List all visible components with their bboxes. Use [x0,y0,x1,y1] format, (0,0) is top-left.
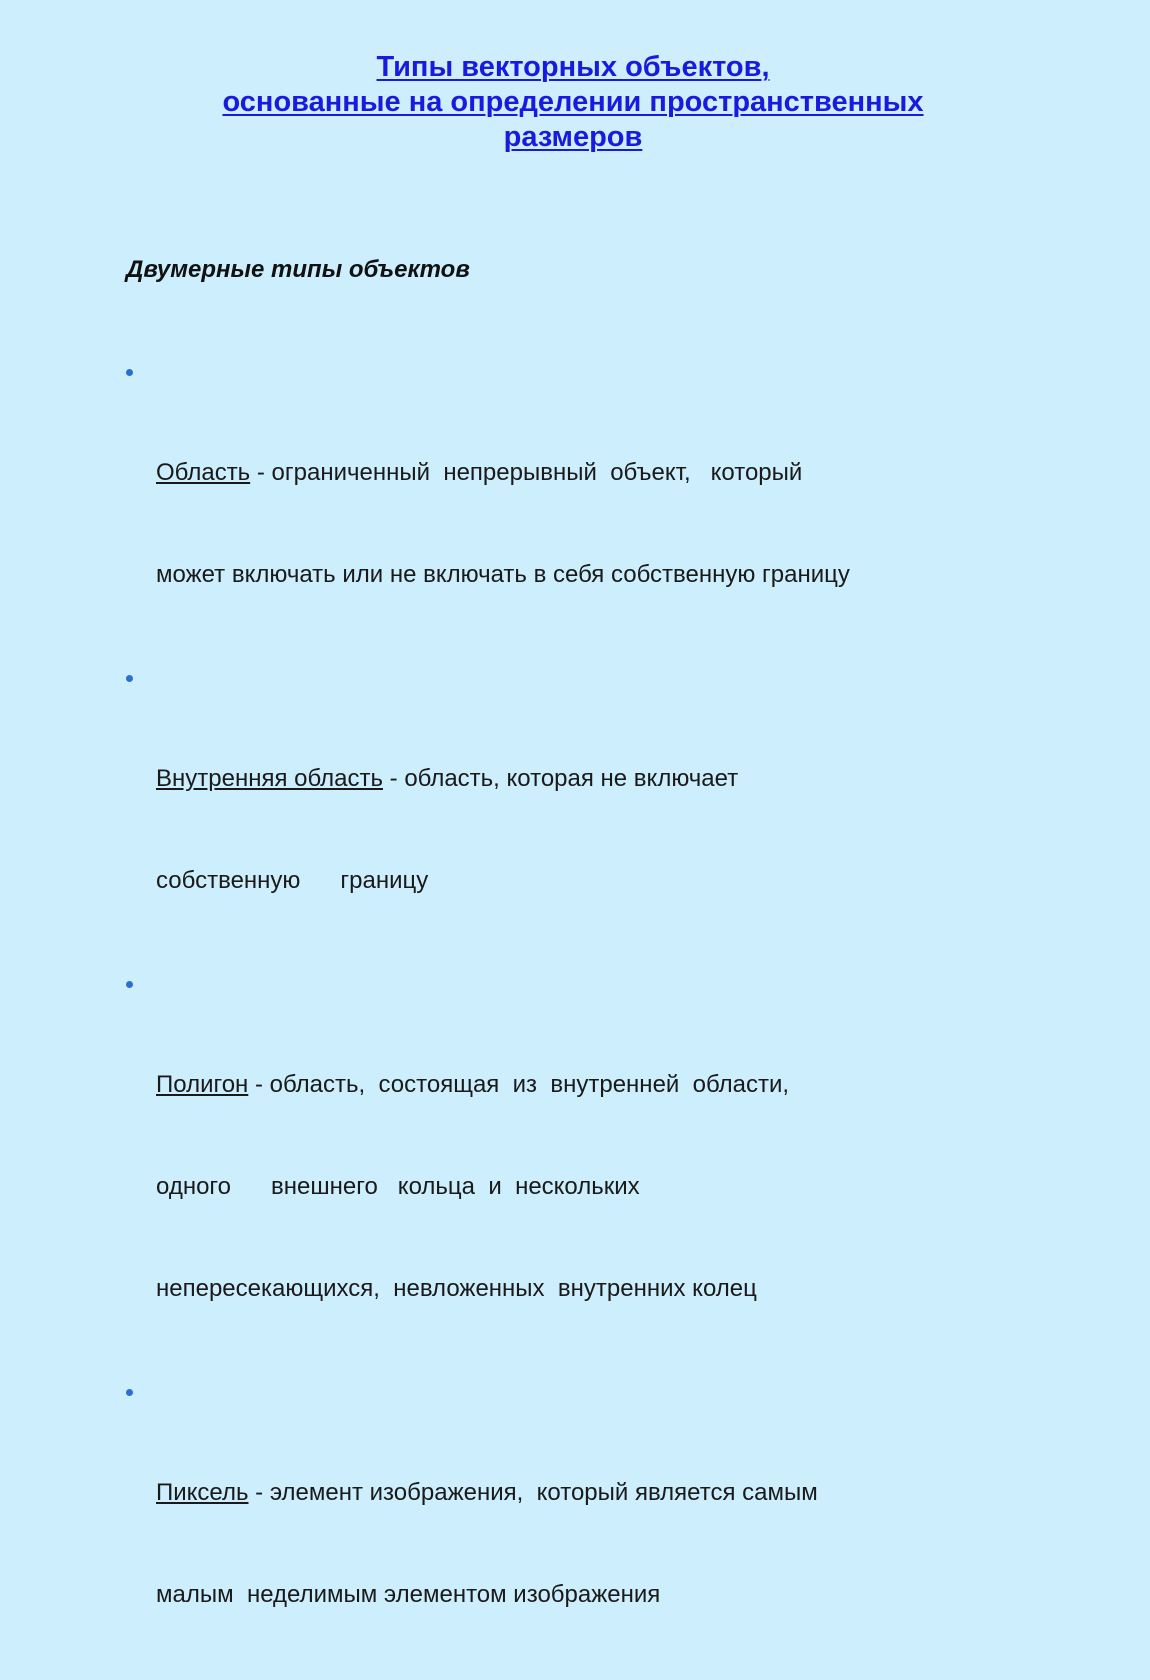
item-definition: - ограниченный непрерывный объект, который [250,459,803,486]
term-vnutrennyaya-oblast: Внутренняя область [156,765,383,792]
item-line-1 [156,1476,1016,1510]
section-subtitle: Двумерные типы объектов [126,256,470,283]
slide-title [0,50,1146,155]
title-line-3 [0,120,1146,155]
bullet-icon [126,1389,133,1396]
title-text-1: Типы векторных объектов, [376,51,770,83]
list-item-vnutrennyaya-oblast [126,660,1016,966]
list-item-piksel [126,1374,1016,1680]
title-text-2: основанные на определении пространственных [222,86,924,118]
item-line-1 [156,1068,1016,1102]
item-definition: - область, состоящая из внутренней области, [248,1071,790,1098]
definition-list [126,354,1016,1680]
item-line-2: одного внешнего кольца и нескольких [156,1173,640,1200]
term-piksel: Пиксель [156,1479,249,1506]
bullet-icon [126,981,133,988]
list-item-oblast [126,354,1016,660]
item-line-3: непересекающихся, невложенных внутренних колец [156,1275,757,1302]
term-poligon: Полигон [156,1071,249,1098]
item-definition: - область, которая не включает [382,765,739,792]
title-line-2 [0,85,1146,120]
title-line-1 [0,50,1146,85]
term-oblast: Область [156,459,251,486]
bullet-icon [126,675,133,682]
item-line-1 [156,762,1016,796]
item-definition: - элемент изображения, который является самым [248,1479,818,1506]
bullet-icon [126,369,133,376]
item-line-2: собственную границу [156,867,429,894]
item-line-1 [156,456,1016,490]
item-line-2: может включать или не включать в себя собственную границу [156,561,850,588]
title-text-3: размеров [503,121,643,153]
item-line-2: малым неделимым элементом изображения [156,1581,661,1608]
list-item-poligon [126,966,1016,1374]
